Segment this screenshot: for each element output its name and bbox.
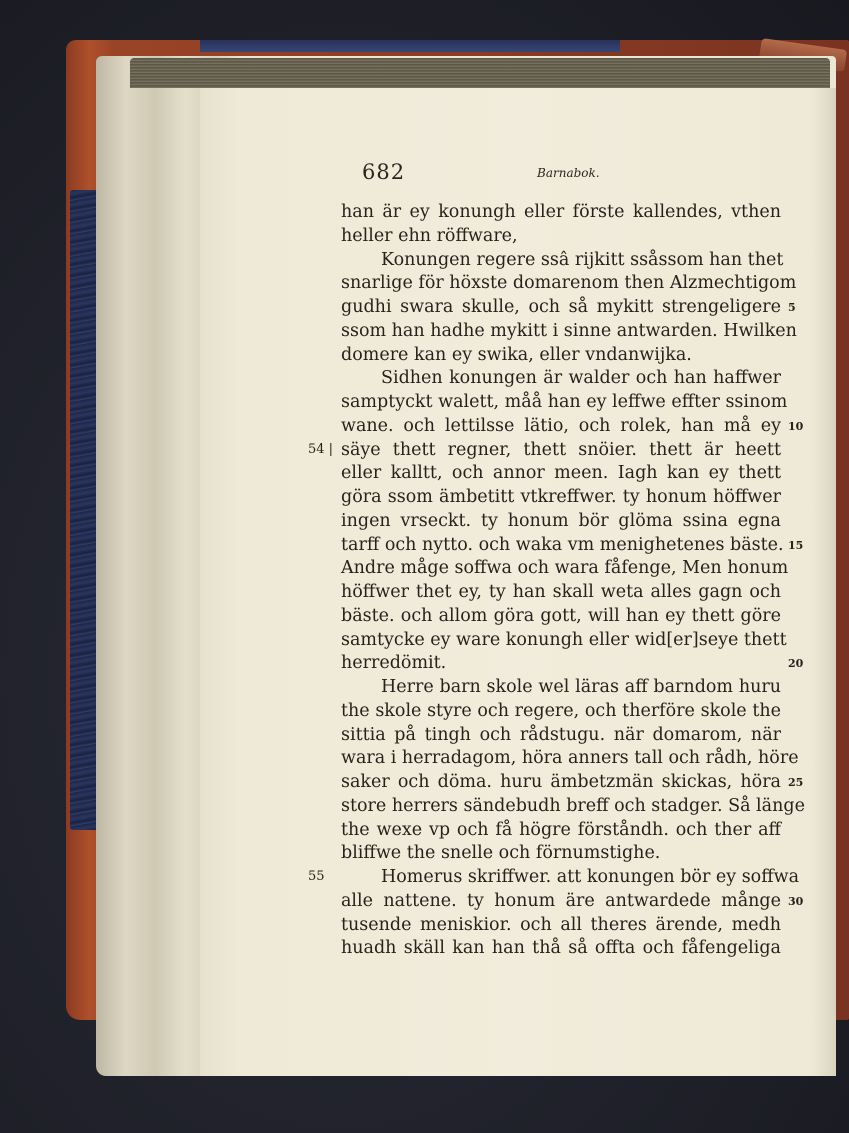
text-line: the skole styre och regere, och therföre skole the	[341, 700, 781, 721]
text-line: göra ssom ämbetitt vtkreffwer. ty honum höffwer	[341, 487, 781, 507]
marbled-spine	[70, 190, 98, 830]
text-line: wane. och lettilsse lätio, och rolek, han må ey	[341, 415, 781, 436]
text-line: heller ehn röffware,	[341, 225, 518, 246]
text-line: the wexe vp och få högre förståndh. och ther aff	[341, 819, 781, 840]
margin-page-mark: 55	[308, 869, 325, 884]
text-line: samtycke ey ware konungh eller wid[er]seye thett	[341, 629, 787, 650]
text-line: tusende meniskior. och all theres ärende, medh	[341, 914, 781, 935]
running-head: Barnabok.	[537, 166, 600, 180]
text-line: gudhi swara skulle, och så mykitt strengeligere	[341, 297, 781, 317]
line-number: 20	[788, 657, 804, 671]
text-line: Konungen regere ssâ rijkitt ssåssom han thet	[381, 249, 784, 270]
text-line: Herre barn skole wel läras aff barndom huru	[381, 677, 781, 697]
text-line: ingen vrseckt. ty honum bör glöma ssina egna	[341, 510, 781, 531]
page-number: 682	[362, 160, 406, 184]
text-line: Homerus skriffwer. att konungen bör ey soffwa	[381, 867, 800, 887]
text-line: tarff och nytto. och waka vm menighetenes bäste.	[341, 534, 784, 555]
text-line: bäste. och allom göra gott, will han ey thett göre	[341, 605, 781, 626]
text-line: samptyckt walett, måå han ey leffwe effter ssinom	[341, 392, 788, 412]
page-top-edge	[130, 58, 830, 88]
text-line: bliffwe the snelle och förnumstighe.	[341, 843, 661, 864]
text-line: höffwer thet ey, ty han skall weta alles gagn och	[341, 582, 781, 602]
line-number: 25	[788, 776, 804, 789]
text-line: saker och döma. huru ämbetzmän skickas, höra	[341, 772, 781, 792]
text-line: sittia på tingh och rådstugu. när domarom, när	[341, 724, 781, 745]
line-number: 10	[788, 419, 804, 433]
cover-top-band	[200, 40, 620, 52]
text-line: säye thett regner, thett snöier. thett är heett	[341, 439, 781, 460]
line-number: 30	[788, 894, 804, 908]
text-line: Sidhen konungen är walder och han haffwer	[381, 368, 781, 389]
page-header	[0, 160, 849, 190]
text-line: Andre måge soffwa och wara fåfenge, Men honum	[341, 558, 789, 579]
margin-page-mark: 54 |	[308, 441, 334, 457]
line-number: 5	[788, 301, 796, 314]
text-line: wara i herradagom, höra anners tall och rådh, höre	[341, 748, 799, 769]
text-line: domere kan ey swika, eller vndanwijka.	[341, 344, 692, 365]
text-line: snarlige för höxste domarenom then Alzmechtigom	[341, 273, 797, 294]
text-line: eller kalltt, och annor meen. Iagh kan ey thett	[341, 463, 781, 484]
text-line: alle nattene. ty honum äre antwardede månge	[341, 890, 781, 911]
text-line: huadh skäll kan han thå så offta och fåfengeliga	[341, 938, 781, 959]
text-line: store herrers sändebudh breff och stadger. Så länge	[341, 795, 805, 816]
line-number: 15	[788, 538, 804, 552]
text-line: herredömit.	[341, 653, 447, 674]
text-line: han är ey konungh eller förste kallendes, vthen	[341, 202, 781, 222]
text-line: ssom han hadhe mykitt i sinne antwarden. Hwilken	[341, 320, 797, 341]
